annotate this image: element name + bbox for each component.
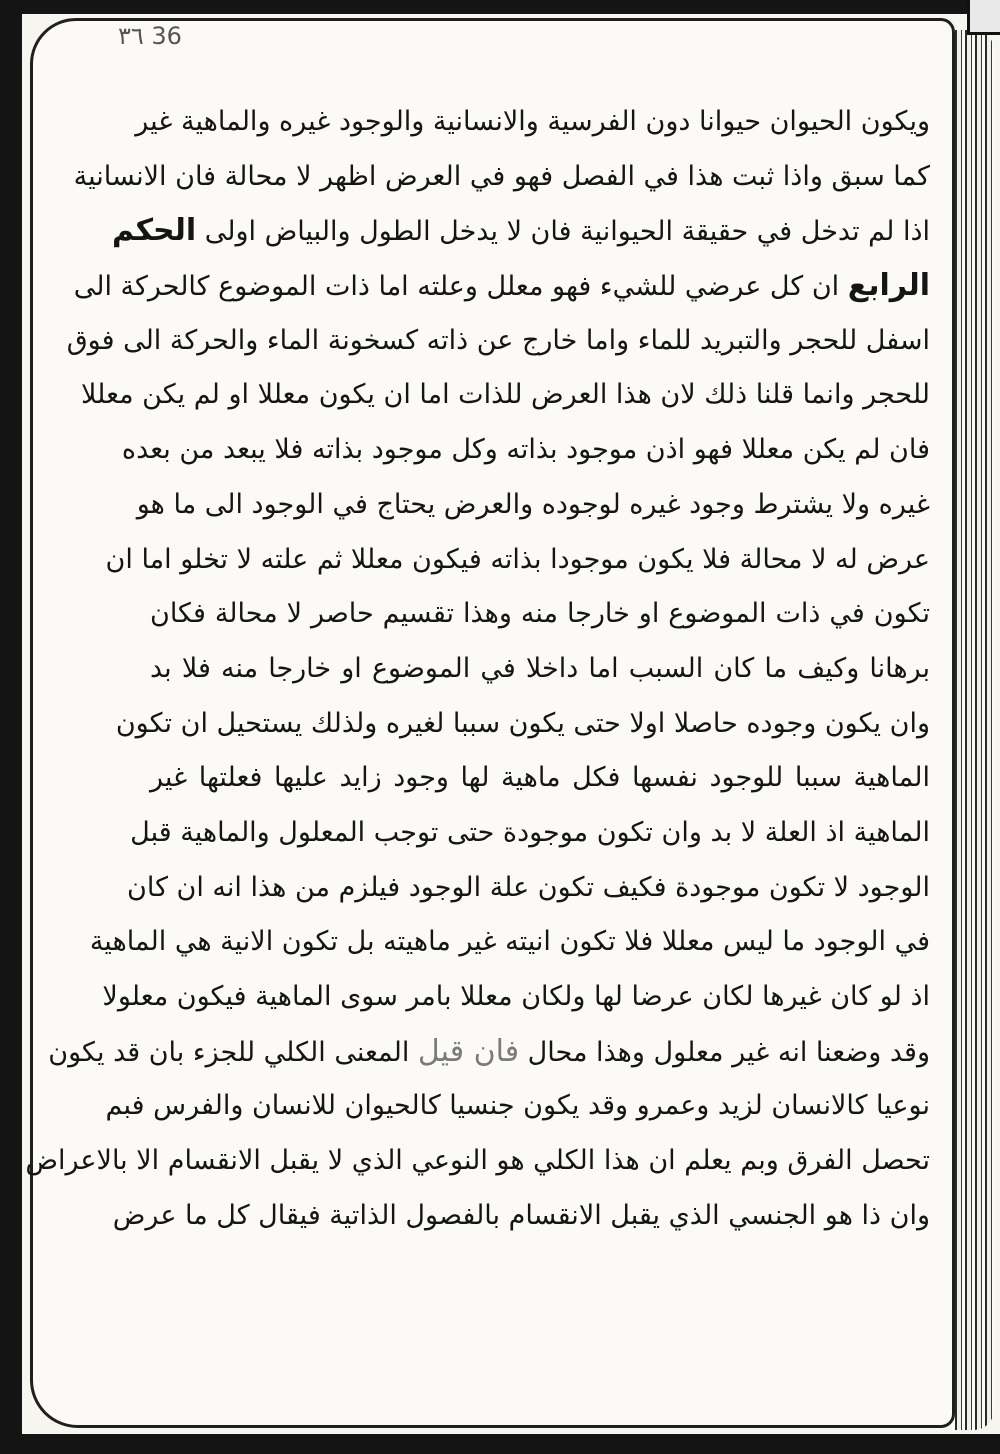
text-line <box>73 259 930 314</box>
text-line <box>150 642 930 697</box>
text-line <box>136 478 930 533</box>
line-text: وقد وضعنا انه غير معلول وهذا محال <box>519 1036 930 1068</box>
line-text: الماهية سببا للوجود نفسها فكل ماهية لها وجود زايد عليها فعلتها غير <box>150 762 930 794</box>
text-line <box>73 150 930 205</box>
text-line <box>121 423 930 478</box>
faded-rubric: فان قيل <box>417 1033 520 1069</box>
manuscript-text-block <box>25 95 930 1315</box>
text-line <box>150 751 930 806</box>
line-text: نوعيا كالانسان لزيد وعمرو وقد يكون جنسيا كالحيوان للانسان والفرس فبم <box>105 1090 930 1122</box>
corner-tab <box>967 0 1000 35</box>
text-line <box>25 1134 930 1189</box>
text-line <box>135 95 930 150</box>
scan-bottom-border <box>0 1434 1000 1454</box>
line-text: برهانا وكيف ما كان السبب اما داخلا في الموضوع او خارجا منه فلا بد <box>150 652 930 684</box>
line-text: فان لم يكن معللا فهو اذن موجود بذاته وكل موجود بذاته فلا يبعد من بعده <box>121 434 930 466</box>
line-text: ان كل عرضي للشيء فهو معلل وعلته اما ذات الموضوع كالحركة الى <box>73 271 848 303</box>
line-text: الوجود لا تكون موجودة فكيف تكون علة الوجود فيلزم من هذا انه ان كان <box>127 871 930 903</box>
line-text: اذ لو كان غيرها لكان عرضا لها ولكان معللا بامر سوى الماهية فيكون معلولا <box>102 981 930 1012</box>
text-line <box>127 861 930 916</box>
rubric-heading: الحكم <box>112 213 197 249</box>
line-text: تحصل الفرق وبم يعلم ان هذا الكلي هو النوعي الذي لا يقبل الانقسام الا بالاعراض <box>25 1145 930 1177</box>
text-line <box>112 204 930 259</box>
text-line <box>105 1079 930 1134</box>
text-line <box>115 697 930 752</box>
text-line <box>89 915 930 970</box>
line-text: كما سبق واذا ثبت هذا في الفصل فهو في العرض اظهر لا محالة فان الانسانية <box>73 160 930 192</box>
text-line <box>102 970 930 1025</box>
text-line <box>105 533 930 588</box>
line-text: الماهية اذ العلة لا بد وان تكون موجودة حتى توجب المعلول والماهية قبل <box>130 816 930 848</box>
line-text: عرض له لا محالة فلا يكون موجودا بذاته فيكون معللا ثم علته لا تخلو اما ان <box>105 543 930 575</box>
rubric-heading: الرابع <box>847 268 930 304</box>
text-line <box>112 1189 930 1244</box>
line-text: غيره ولا يشترط وجود غيره لوجوده والعرض يحتاج في الوجود الى ما هو <box>136 488 930 520</box>
folio-number: ٣٦ 36 <box>118 22 182 50</box>
text-line <box>130 806 930 861</box>
page-edge-stack <box>952 30 994 1430</box>
text-line <box>48 1025 930 1080</box>
line-text: للحجر وانما قلنا ذلك لان هذا العرض للذات اما ان يكون معللا او لم يكن معللا <box>81 379 930 411</box>
text-line <box>150 587 930 642</box>
line-text: في الوجود ما ليس معللا فلا تكون انيته غير ماهيته بل تكون الانية هي الماهية <box>89 926 930 958</box>
text-line <box>66 314 930 369</box>
line-text: ويكون الحيوان حيوانا دون الفرسية والانسانية والوجود غيره والماهية غير <box>135 106 930 137</box>
line-text: وان يكون وجوده حاصلا اولا حتى يكون سببا لغيره ولذلك يستحيل ان تكون <box>115 707 930 739</box>
scan-top-border <box>0 0 1000 14</box>
line-text: تكون في ذات الموضوع او خارجا منه وهذا تقسيم حاصر لا محالة فكان <box>150 598 930 630</box>
line-text: وان ذا هو الجنسي الذي يقبل الانقسام بالفصول الذاتية فيقال كل ما عرض <box>112 1199 930 1231</box>
line-text: اسفل للحجر والتبريد للماء واما خارج عن ذاته كسخونة الماء والحركة الى فوق <box>66 324 930 356</box>
scan-left-border <box>0 0 22 1454</box>
line-text-continued: المعنى الكلي للجزء بان قد يكون <box>48 1036 418 1068</box>
text-line <box>81 368 930 423</box>
line-text: اذا لم تدخل في حقيقة الحيوانية فان لا يدخل الطول والبياض اولى <box>196 216 930 248</box>
